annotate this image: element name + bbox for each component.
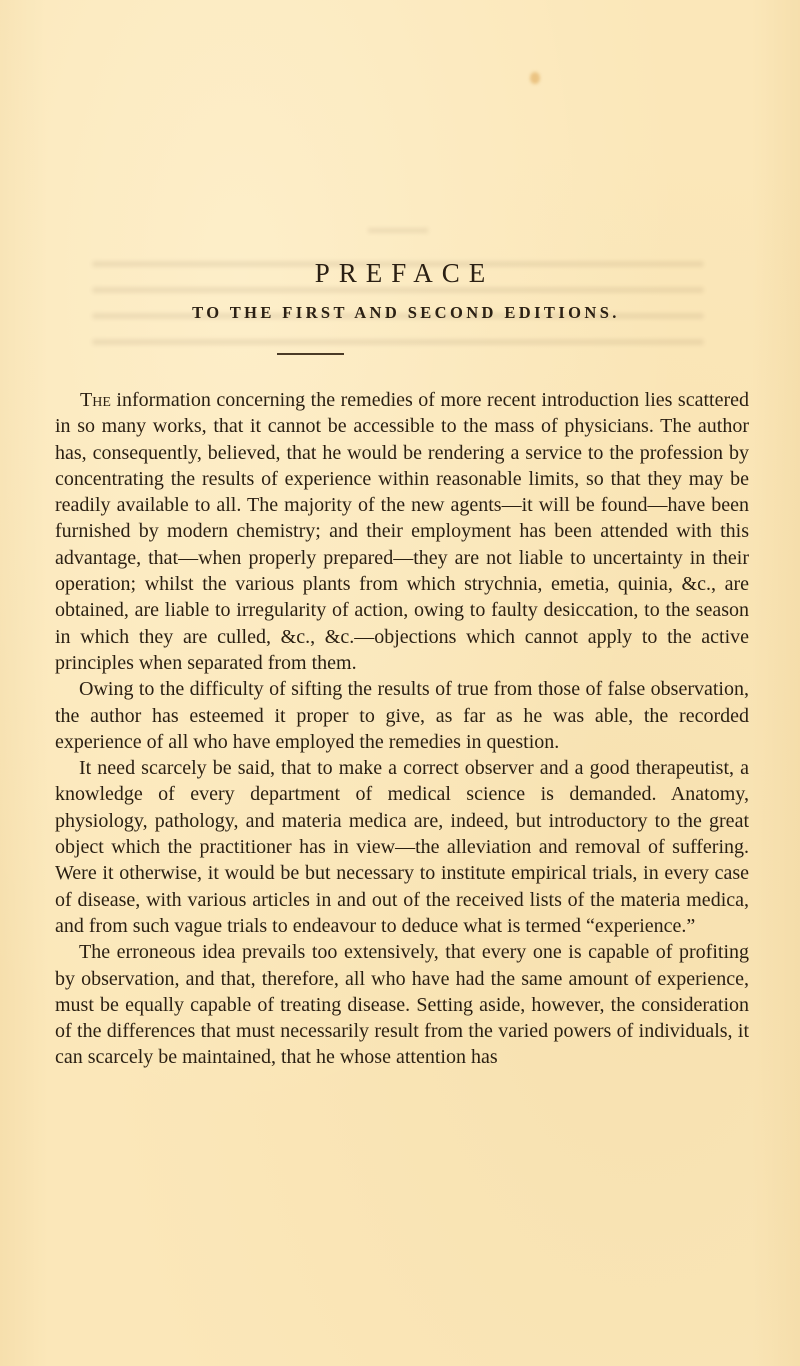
page-subtitle: TO THE FIRST AND SECOND EDITIONS. — [192, 303, 620, 322]
title-divider — [277, 353, 344, 355]
preface-body — [55, 387, 749, 1071]
paragraph-1 — [55, 387, 749, 676]
paper-stain — [530, 72, 540, 84]
page-title: PREFACE — [314, 258, 495, 288]
bleed-through-texture — [92, 228, 704, 368]
paragraph-2: Owing to the difficulty of sifting the results of true from those of false observation, the author has esteemed it proper to give, as far as he was able, the recorded experience of all who have employed the remedies in question. — [55, 678, 749, 753]
paragraph-4: The erroneous idea prevails too extensively, that every one is capable of profiting by observation, and that, therefore, all who have had the same amount of experience, must be equally capable of treating disease. Setting aside, however, the consideration of the differences that must necessarily result from the varied powers of individuals, it can scarcely be maintained, that he whose attention has — [55, 941, 749, 1069]
paragraph-3: It need scarcely be said, that to make a correct observer and a good therapeutist, a knowledge of every department of medical science is demanded. Anatomy, physiology, pathology, and materia medica are, indeed, but introductory to the great object which the practitioner has in view—the alleviation and removal of suffering. Were it otherwise, it would be but necessary to institute empirical trials, in every case of disease, with various articles in and out of the received lists of the materia medica, and from such vague trials to endeavour to deduce what is termed “experience.” — [55, 757, 749, 937]
paragraph-lead-word: The — [80, 389, 111, 411]
paragraph-text: information concerning the remedies of more recent introduction lies scattered in so many works, that it cannot be accessible to the mass of physicians. The author has, consequently, believed, that he would be rendering a service to the profession by concentrating the results of experience within reasonable limits, so that they may be readily available to all. The majority of the new agents—it will be found—have been furnished by modern chemistry; and their employment has been attended with this advantage, that—when properly prepared—they are not liable to uncertainty in their operation; whilst the various plants from which strychnia, emetia, quinia, &c., are obtained, are liable to irregularity of action, owing to faulty desiccation, to the season in which they are culled, &c., &c.—objections which cannot apply to the active principles when separated from them. — [55, 389, 749, 674]
